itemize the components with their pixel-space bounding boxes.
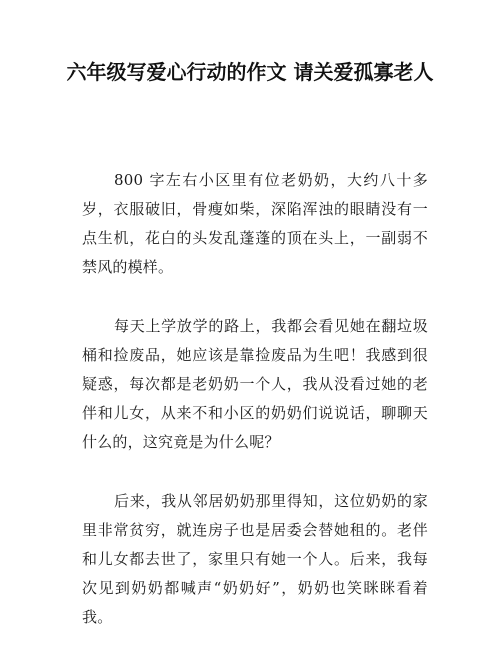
paragraph-3: 后来，我从邻居奶奶那里得知，这位奶奶的家里非常贫穷，就连房子也是居委会替她租的。老伴和儿女都去世了，家里只有她一个人。后来，我每次见到奶奶都喊声“奶奶好”，奶奶也笑眯眯看着我。 [82, 492, 428, 626]
paragraph-1: 800 字左右小区里有位老奶奶，大约八十多岁，衣服破旧，骨瘦如柴，深陷浑浊的眼睛没有一点生机，花白的头发乱蓬蓬的顶在头上，一副弱不禁风的模样。 [82, 171, 428, 276]
document-title: 六年级写爱心行动的作文 请关爱孤寡老人 [66, 60, 434, 84]
paragraph-2: 每天上学放学的路上，我都会看见她在翻垃圾桶和捡废品，她应该是靠捡废品为生吧！我感到很疑惑，每次都是老奶奶一个人，我从没看过她的老伴和儿女，从来不和小区的奶奶们说说话，聊聊天什么的，这究竟是为什么呢？ [82, 317, 428, 451]
document-body [82, 166, 428, 662]
